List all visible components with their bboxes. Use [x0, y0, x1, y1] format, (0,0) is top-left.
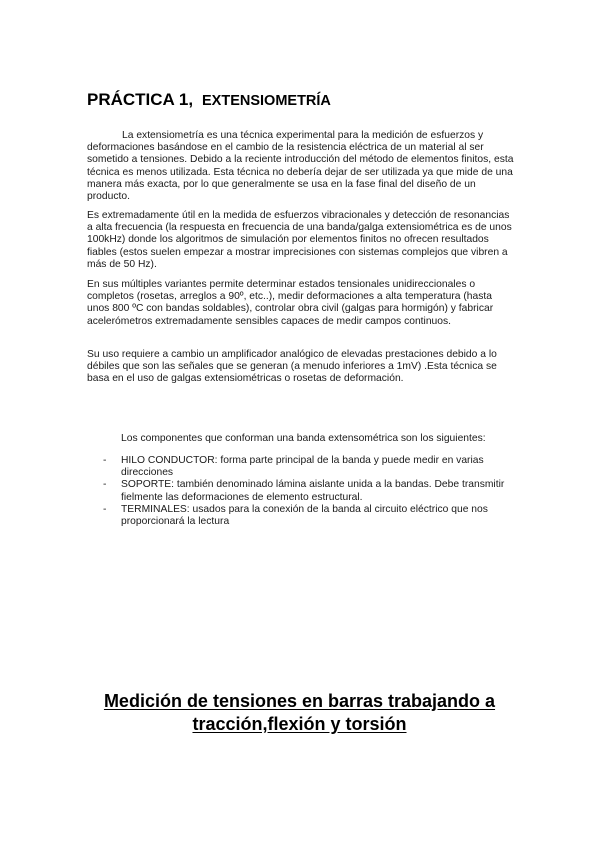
list-item-text: HILO CONDUCTOR: forma parte principal de la banda y puede medir en varias direcciones	[121, 455, 484, 479]
list-item	[87, 455, 507, 479]
paragraph-intro: La extensiometría es una técnica experimental para la medición de esfuerzos y deformaciones basándose en el cambio de la resistencia eléctrica de un material al ser sometido a tensiones. Debido a la reciente introducción del método de elementos finitos, esta técnica es menos utilizada. Esta técnica no debería dejar de ser utilizada ya que mide de una manera más exacta, por lo que generalmente se usa en la fase final del diseño de un producto.	[87, 130, 514, 203]
title-main: PRÁCTICA 1,	[87, 90, 194, 109]
components-intro: Los componentes que conforman una banda extensométrica son los siguientes:	[121, 433, 486, 444]
list-item-text: TERMINALES: usados para la conexión de la banda al circuito eléctrico que nos proporcionará la lectura	[121, 503, 488, 528]
list-dash: -	[103, 503, 107, 515]
paragraph-variants: En sus múltiples variantes permite determinar estados tensionales unidireccionales o completos (rosetas, arreglos a 90º, etc..), medir deformaciones a alta temperatura (hasta unos 800 ºC con bandas soldables), controlar obra civil (galgas para hormigón) y fabricar acelerómetros extremadamente sensibles capaces de medir campos continuos.	[87, 279, 494, 327]
list-dash: -	[103, 455, 107, 466]
paragraph-requirements: Su uso requiere a cambio un amplificador analógico de elevadas prestaciones debido a lo débiles que son las señales que se generan (a menudo inferiores a 1mV) .Esta técnica se basa en el uso de galgas extensiométricas o rosetas de deformación.	[87, 349, 497, 385]
title-sub: EXTENSIOMETRÍA	[202, 93, 331, 109]
components-list	[87, 455, 507, 528]
section-heading: Medición de tensiones en barras trabajando a tracción,flexión y torsión	[103, 691, 496, 734]
page-title	[87, 76, 331, 113]
list-item-text: SOPORTE: también denominado lámina aislante unida a la bandas. Debe transmitir fielmente las deformaciones de elemento estructural.	[121, 479, 505, 503]
list-item	[87, 504, 507, 528]
list-dash: -	[103, 479, 107, 491]
list-item	[87, 479, 507, 503]
paragraph-applications: Es extremadamente útil en la medida de esfuerzos vibracionales y detección de resonancias a alta frecuencia (la respuesta en frecuencia de una banda/galga extensiométrica es de unos 100kHz) donde los algoritmos de simulación por elementos finitos no ofrecen resultados fiables (estos suelen empezar a mostrar imprecisiones con sistemas complejos que vibren a más de 50 Hz).	[87, 210, 512, 270]
